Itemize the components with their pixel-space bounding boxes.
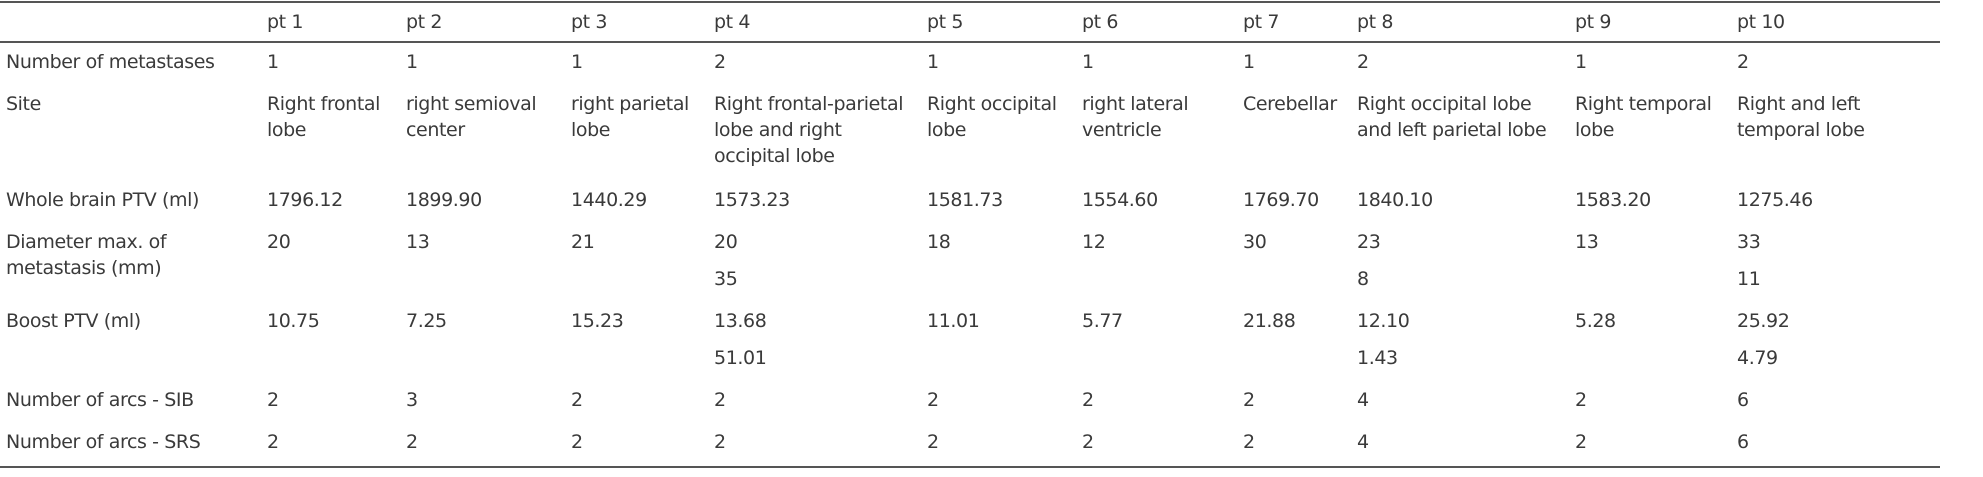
table-cell: 1: [267, 51, 279, 73]
table-row-number-of-metastases: [0, 42, 1940, 86]
table-row-boost-ptv-second: [0, 345, 1940, 382]
table-cell: 1: [1243, 51, 1255, 73]
table-cell: 1899.90: [406, 189, 482, 211]
header-cell-pt9: pt 9: [1575, 11, 1612, 33]
table-cell: 2: [1082, 389, 1094, 411]
table-row-diameter-max: [0, 224, 1940, 266]
table-cell: 1: [927, 51, 939, 73]
table-cell: 11: [1737, 268, 1761, 290]
table-cell: 2: [927, 389, 939, 411]
row-label: Site: [6, 93, 41, 115]
table-cell: 11.01: [927, 310, 980, 332]
table-cell: 7.25: [406, 310, 447, 332]
table-cell: 1840.10: [1357, 189, 1433, 211]
header-cell-pt4: pt 4: [714, 11, 751, 33]
table-cell: Right occipital lobe: [927, 93, 1057, 141]
table-cell: 2: [1082, 431, 1094, 453]
patient-metastases-table: [0, 1, 1940, 468]
table-cell: 21.88: [1243, 310, 1296, 332]
table-cell: Right occipital lobe and left parietal lobe: [1357, 93, 1547, 141]
table-cell: 20: [267, 231, 291, 253]
table-cell: 20: [714, 231, 738, 253]
table-cell: 2: [714, 431, 726, 453]
table-cell: 21: [571, 231, 595, 253]
table-cell: 1581.73: [927, 189, 1003, 211]
table-cell: 13.68: [714, 310, 767, 332]
table-cell: 1554.60: [1082, 189, 1158, 211]
table-cell: 2: [714, 51, 726, 73]
table-cell: 2: [1243, 389, 1255, 411]
row-label: Number of arcs - SRS: [6, 431, 201, 453]
table-cell: 35: [714, 268, 738, 290]
header-cell-label: [0, 2, 261, 42]
table-cell: [565, 345, 708, 382]
table-cell: 1.43: [1357, 347, 1398, 369]
table-cell: 2: [1575, 389, 1587, 411]
table-cell: Right frontal-parietal lobe and right occipital lobe: [714, 93, 904, 167]
table-cell: 4: [1357, 431, 1369, 453]
table-cell: 5.77: [1082, 310, 1123, 332]
table-cell: 2: [267, 431, 279, 453]
table-cell: 4: [1357, 389, 1369, 411]
table-cell: [1237, 345, 1351, 382]
header-cell-pt2: pt 2: [406, 11, 443, 33]
header-row: [0, 2, 1940, 42]
table-cell: 13: [406, 231, 430, 253]
table-cell: 2: [1243, 431, 1255, 453]
table-cell: 4.79: [1737, 347, 1778, 369]
row-label: Number of arcs - SIB: [6, 389, 194, 411]
table-cell: 1275.46: [1737, 189, 1813, 211]
table-cell: [921, 266, 1076, 303]
table-cell: [1076, 266, 1237, 303]
table-cell: 5.28: [1575, 310, 1616, 332]
table-cell: 2: [1737, 51, 1749, 73]
table-cell: [400, 345, 565, 382]
table-cell: 2: [406, 431, 418, 453]
table-cell: 2: [927, 431, 939, 453]
table-cell: [921, 345, 1076, 382]
table-cell: right lateral ventricle: [1082, 93, 1189, 141]
table-cell: 12.10: [1357, 310, 1410, 332]
table-row-whole-brain-ptv: [0, 182, 1940, 224]
header-cell-pt5: pt 5: [927, 11, 964, 33]
table-cell: 33: [1737, 231, 1761, 253]
header-cell-pt10: pt 10: [1737, 11, 1785, 33]
header-cell-pt6: pt 6: [1082, 11, 1119, 33]
header-cell-pt1: pt 1: [267, 11, 304, 33]
table-cell: 30: [1243, 231, 1267, 253]
table-cell: 6: [1737, 431, 1749, 453]
table-cell: Right temporal lobe: [1575, 93, 1712, 141]
row-label: [0, 345, 261, 382]
table-cell: 3: [406, 389, 418, 411]
table-cell: right semioval center: [406, 93, 537, 141]
table-cell: 2: [1357, 51, 1369, 73]
table-row-arcs-srs: [0, 424, 1940, 467]
row-label: Diameter max. of metastasis (mm): [6, 231, 167, 279]
table-cell: 2: [571, 389, 583, 411]
row-label: Number of metastases: [6, 51, 215, 73]
table-cell: 2: [571, 431, 583, 453]
table-cell: 1: [1575, 51, 1587, 73]
row-label: Whole brain PTV (ml): [6, 189, 200, 211]
table-cell: 13: [1575, 231, 1599, 253]
table-cell: 1796.12: [267, 189, 343, 211]
table-cell: 1440.29: [571, 189, 647, 211]
table-cell: 51.01: [714, 347, 767, 369]
table-cell: 1583.20: [1575, 189, 1651, 211]
table-cell: 18: [927, 231, 951, 253]
table-cell: [1237, 266, 1351, 303]
table-cell: [1569, 345, 1731, 382]
table-row-site: [0, 86, 1940, 182]
table-cell: 23: [1357, 231, 1381, 253]
table-row-boost-ptv: [0, 303, 1940, 345]
table-cell: 2: [714, 389, 726, 411]
table-cell: 15.23: [571, 310, 624, 332]
table-row-diameter-max-second: [0, 266, 1940, 303]
table-cell: 6: [1737, 389, 1749, 411]
table-cell: 1573.23: [714, 189, 790, 211]
header-cell-pt7: pt 7: [1243, 11, 1280, 33]
table-cell: 10.75: [267, 310, 320, 332]
table-cell: 25.92: [1737, 310, 1790, 332]
table-cell: [1076, 345, 1237, 382]
table-cell: right parietal lobe: [571, 93, 689, 141]
table-cell: 8: [1357, 268, 1369, 290]
table-cell: 12: [1082, 231, 1106, 253]
table-cell: Right frontal lobe: [267, 93, 380, 141]
table-cell: [1569, 266, 1731, 303]
table-cell: 2: [267, 389, 279, 411]
table-cell: 1: [406, 51, 418, 73]
table-cell: 1: [1082, 51, 1094, 73]
table-cell: Cerebellar: [1243, 93, 1337, 115]
row-label: Boost PTV (ml): [6, 310, 141, 332]
table-row-arcs-sib: [0, 382, 1940, 424]
table-cell: [261, 266, 400, 303]
table-cell: Right and left temporal lobe: [1737, 93, 1865, 141]
header-cell-pt3: pt 3: [571, 11, 608, 33]
table-cell: [400, 266, 565, 303]
table-cell: 1769.70: [1243, 189, 1319, 211]
table-cell: 1: [571, 51, 583, 73]
table-cell: 2: [1575, 431, 1587, 453]
header-cell-pt8: pt 8: [1357, 11, 1394, 33]
table-cell: [261, 345, 400, 382]
table-cell: [565, 266, 708, 303]
